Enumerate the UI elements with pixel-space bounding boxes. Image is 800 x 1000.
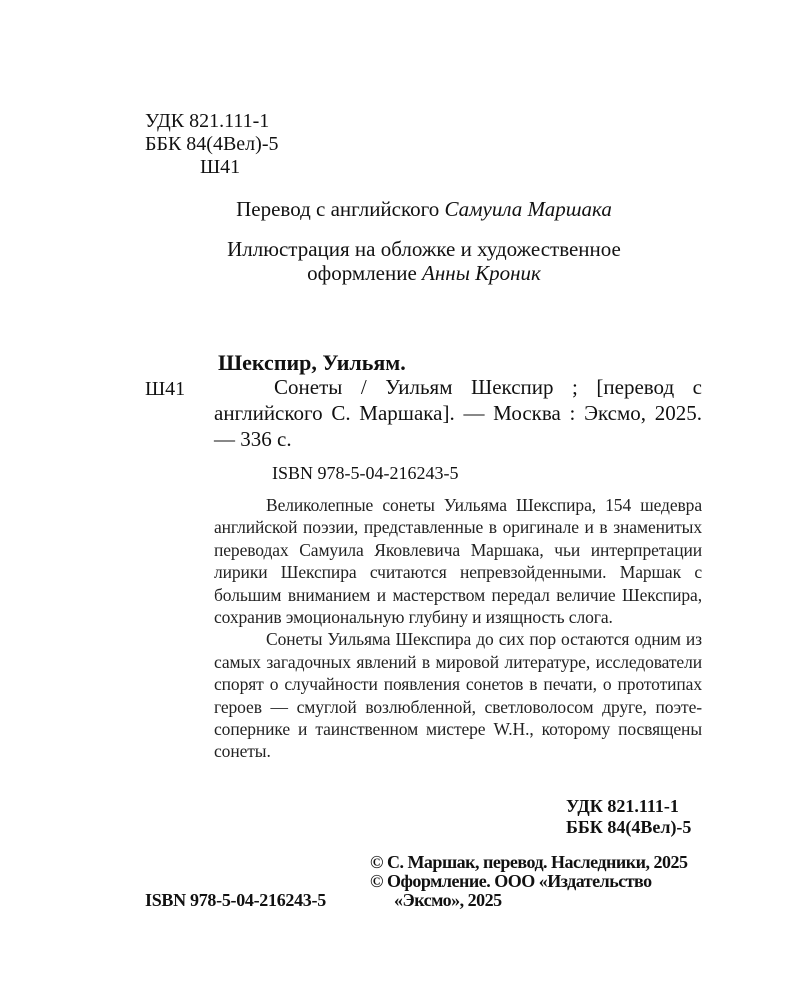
copyright-translation: © С. Маршак, перевод. Наследники, 2025 [370,852,688,872]
illustration-credit-line1: Иллюстрация на обложке и художественное [227,237,621,261]
translator-name: Самуила Маршака [444,197,612,221]
illustration-label: оформление [307,261,417,285]
illustrator-name: Анны Кроник [422,261,541,285]
annotation-paragraph-2: Сонеты Уильяма Шекспира до сих пор остаются одним из самых загадочных явлений в мировой литературе, исследователи спорят о случайности появления сонетов в печати, о прототипах героев — смуглой возлюбленной, светловолосом друге, поэте-сопернике и таинственном мистере W.H., которому посвящены сонеты. [214,629,702,762]
bbk-code: ББК 84(4Вел)-5 [145,133,279,155]
annotation-paragraph-1: Великолепные сонеты Уильяма Шекспира, 154 шедевра английской поэзии, представленные в оригинале и в знаменитых переводах Самуила Яковлевича Маршака, чьи интерпретации лирики Шекспира считаются непревзойденными. Маршак с большим вниманием и мастерством передал величие Шекспира, сохранив эмоциональную глубину и изящность слога. [214,495,702,628]
annotation [214,494,702,763]
bib-description [214,374,702,452]
translation-credit [0,196,800,222]
copyright-design-line2: «Эксмо», 2025 [394,890,502,910]
footer-bbk: ББК 84(4Вел)-5 [566,817,692,837]
author-mark: Ш41 [200,156,241,178]
bib-isbn: ISBN 978-5-04-216243-5 [272,463,459,483]
translation-label: Перевод с английского [236,197,440,221]
copyright-design-line1: © Оформление. ООО «Издательство [370,871,652,891]
bib-author-mark: Ш41 [145,378,186,400]
bib-description-text: Сонеты / Уильям Шекспир ; [перевод с английского С. Маршака]. — Москва : Эксмо, 2025. — 336 с. [214,375,702,451]
footer-udk: УДК 821.111-1 [566,796,679,816]
illustration-credit-line2 [0,260,800,286]
udk-code: УДК 821.111-1 [145,110,270,132]
author-heading: Шекспир, Уильям. [218,350,406,375]
footer-isbn: ISBN 978-5-04-216243-5 [145,890,326,910]
